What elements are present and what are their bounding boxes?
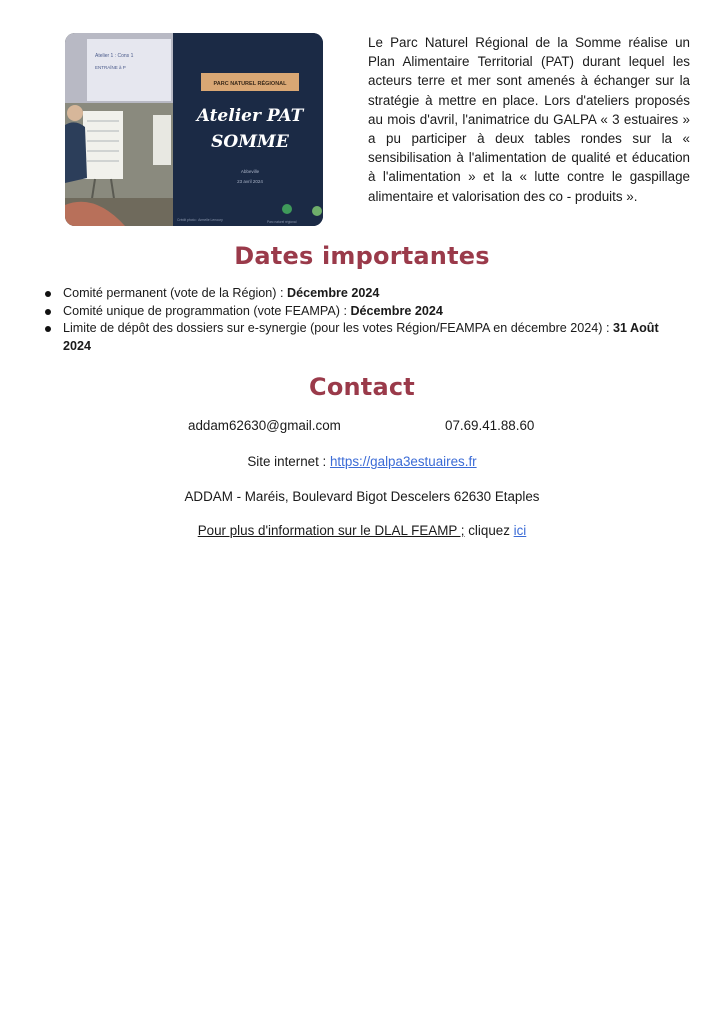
atelier-photo-illustration [65,33,323,226]
bullet-icon [45,309,51,315]
dates-item-deadline [42,320,690,355]
person-head [67,105,83,121]
poster-logo-2 [312,206,322,216]
dates-list [42,285,690,355]
poster-footer-right: Parc naturel régional [267,220,297,224]
website-label: Site internet : [247,454,330,469]
contact-email: addam62630@gmail.com [188,418,341,433]
website-line [0,453,724,471]
dates-item-value: Décembre 2024 [350,303,443,318]
bullet-icon [45,326,51,332]
contact-heading: Contact [309,373,415,401]
poster-text-1: Atelier 1 : Cons 1 [95,53,134,59]
poster-logo-1 [282,204,292,214]
poster-footer-left: Crédit photo : Armelle Lenoury [177,218,223,222]
dates-item-label: Comité permanent (vote de la Région) : [63,286,288,300]
poster-banner-text: PARC NATUREL RÉGIONAL [213,81,287,87]
dates-item-programmation [42,303,690,321]
poster-location: Abbeville [240,169,260,174]
bullet-icon [45,291,51,297]
more-info-line [0,522,724,540]
poster-title-line1: Atelier PAT [196,106,304,126]
flipchart-2 [153,115,171,165]
dates-item-label: Limite de dépôt des dossiers sur e-synergie (pour les votes Région/FEAMPA en décembre 2024) : [63,321,613,335]
more-info-link[interactable]: ici [513,523,527,538]
dates-item-value: 31 Août 2024 [63,321,659,353]
intro-paragraph: Le Parc Naturel Régional de la Somme réalise un Plan Alimentaire Territorial (PAT) durant lequel les acteurs terre et mer sont amenés à échanger sur la stratégie à mettre en place. Lors d'ateliers proposés au mois d'avril, l'animatrice du GALPA « 3 estuaires » a pu participer à deux tables rondes sur la « sensibilisation à l'alimentation de qualité et éducation à l'alimentation » et la « lutte contre le gaspillage alimentaire et valorisation des co - produits ». [368,35,690,204]
dates-item-value: Décembre 2024 [287,286,380,300]
dates-item-label: Comité unique de programmation (vote FEAMPA) : [63,303,351,318]
poster-text-2: ENTRAÎNE à P [95,65,126,70]
poster-title-line2: SOMME [211,132,289,152]
poster-date: 23 avril 2024 [237,179,263,184]
person-body [65,122,87,183]
poster-bg [173,33,323,226]
dates-item-permanent [42,285,690,303]
address-line: ADDAM - Maréis, Boulevard Bigot Descelers 62630 Etaples [184,489,540,504]
more-info-text: Pour plus d'information sur le DLAL FEAMP ; [197,523,465,538]
more-info-click: cliquez [464,523,514,538]
dates-heading: Dates importantes [234,242,490,270]
website-link[interactable]: https://galpa3estuaires.fr [329,454,477,469]
atelier-photo [65,33,323,226]
projection-screen [87,39,171,101]
contact-phone: 07.69.41.88.60 [445,418,535,433]
